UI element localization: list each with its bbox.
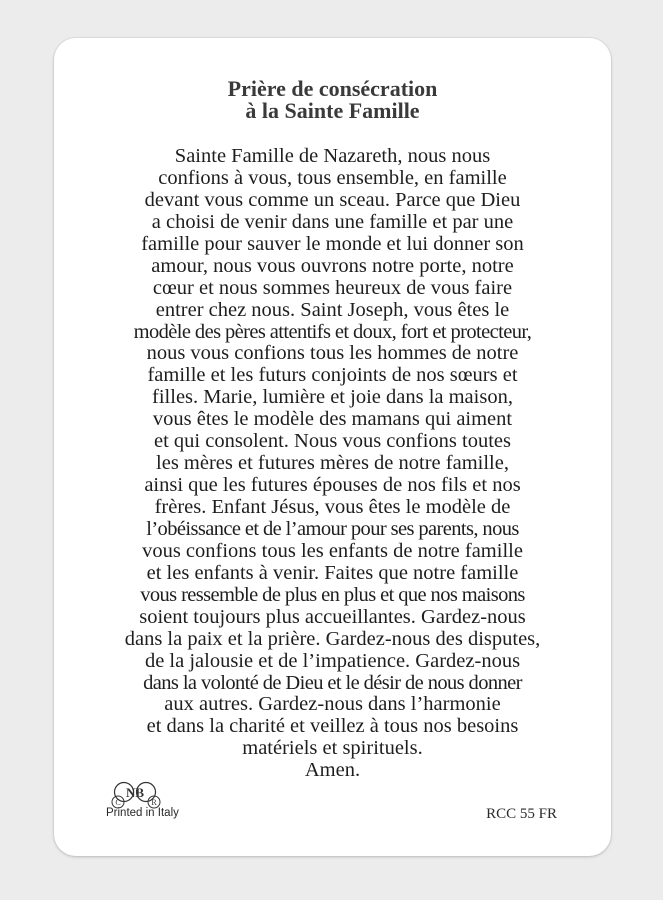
prayer-line: et les enfants à venir. Faites que notre famille bbox=[146, 561, 519, 584]
prayer-line: nous vous confions tous les hommes de notre bbox=[146, 342, 519, 365]
title-line-2: à la Sainte Famille bbox=[245, 98, 420, 123]
svg-text:C: C bbox=[115, 798, 121, 807]
prayer-line: ainsi que les futures épouses de nos fils et nos bbox=[144, 474, 521, 497]
prayer-line: amour, nous vous ouvrons notre porte, notre bbox=[151, 254, 514, 277]
prayer-line: dans la volonté de Dieu et le désir de nous donner bbox=[143, 671, 522, 694]
prayer-line: famille pour sauver le monde et lui donner son bbox=[141, 232, 524, 255]
prayer-line: confions à vous, tous ensemble, en famille bbox=[158, 166, 507, 189]
prayer-text bbox=[84, 146, 581, 782]
prayer-card bbox=[54, 38, 611, 856]
prayer-line: entrer chez nous. Saint Joseph, vous êtes le bbox=[155, 298, 510, 321]
card-code: RCC 55 FR bbox=[486, 806, 557, 822]
prayer-line: devant vous comme un sceau. Parce que Dieu bbox=[144, 188, 521, 211]
prayer-line: matériels et spirituels. bbox=[242, 737, 423, 760]
svg-text:R: R bbox=[151, 798, 157, 807]
prayer-line: et dans la charité et veillez à tous nos besoins bbox=[146, 715, 519, 738]
prayer-line: a choisi de venir dans une famille et par une bbox=[151, 210, 514, 233]
prayer-line: famille et les futurs conjoints de nos sœurs et bbox=[147, 364, 518, 387]
prayer-line: vous êtes le modèle des mamans qui aiment bbox=[152, 408, 513, 431]
prayer-line: et qui consolent. Nous vous confions toutes bbox=[153, 430, 511, 453]
svg-text:NB: NB bbox=[125, 785, 145, 800]
prayer-line: modèle des pères attentifs et doux, fort et protecteur, bbox=[133, 320, 532, 343]
prayer-line: soient toujours plus accueillantes. Gardez-nous bbox=[139, 605, 526, 628]
prayer-line: frères. Enfant Jésus, vous êtes le modèle de bbox=[154, 496, 511, 518]
prayer-line: les mères et futures mères de notre famille, bbox=[156, 452, 509, 475]
title-line-1: Prière de consécration bbox=[227, 76, 438, 101]
prayer-line: cœur et nous sommes heureux de vous faire bbox=[152, 276, 513, 299]
prayer-line: filles. Marie, lumière et joie dans la maison, bbox=[152, 386, 513, 409]
prayer-line: de la jalousie et de l’impatience. Gardez-nous bbox=[144, 649, 521, 672]
prayer-line: vous ressemble de plus en plus et que nos maisons bbox=[140, 583, 525, 606]
prayer-line: l’obéissance et de l’amour pour ses parents, nous bbox=[146, 517, 519, 540]
prayer-line: dans la paix et la prière. Gardez-nous des disputes, bbox=[124, 627, 541, 650]
card-title bbox=[54, 78, 611, 122]
prayer-line: aux autres. Gardez-nous dans l’harmonie bbox=[164, 693, 501, 716]
prayer-line: vous confions tous les enfants de notre famille bbox=[142, 539, 523, 562]
printed-in-label: Printed in Italy bbox=[106, 807, 179, 819]
prayer-line: Sainte Famille de Nazareth, nous nous bbox=[174, 145, 491, 167]
prayer-line-amen: Amen. bbox=[304, 759, 361, 782]
